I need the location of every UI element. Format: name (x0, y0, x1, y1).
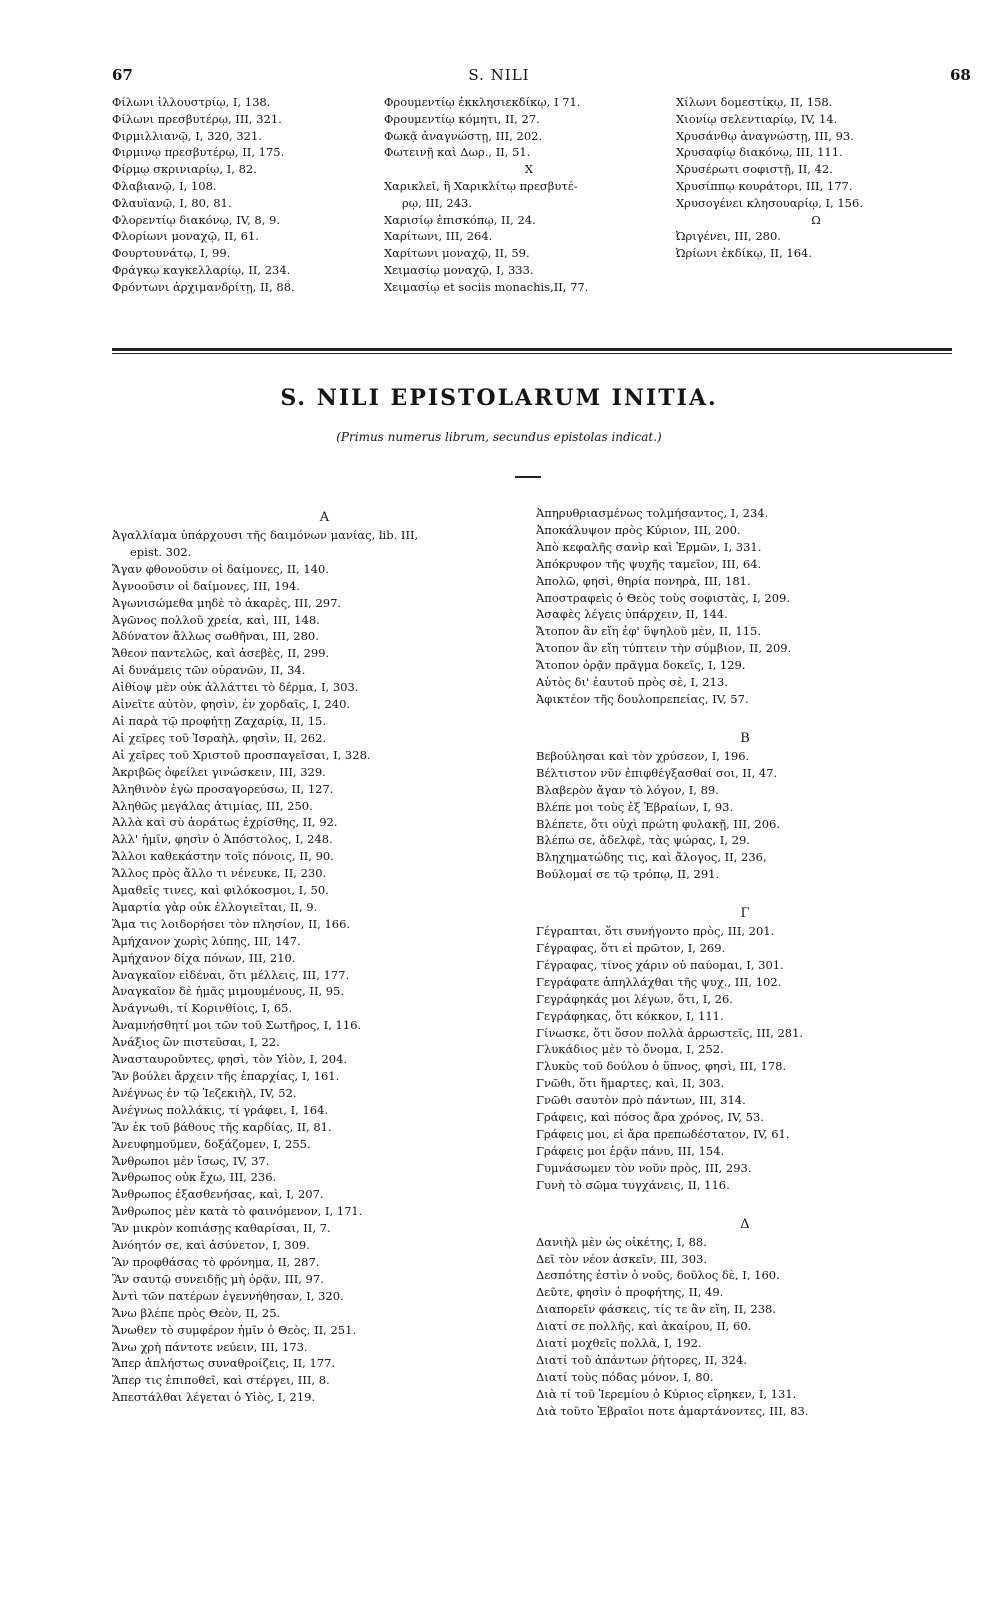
spacer (536, 708, 954, 726)
initia-entry: Ἀνέγνως πολλάκις, τί γράφει, Ι, 164. (112, 1102, 329, 1117)
initia-entry: Ἀγαλλίαμα ὑπάρχουσι τῆς δαιμόνων μανίας, lib. ΙΙΙ, (112, 528, 419, 542)
index-entry: Φρόντωνι ἀρχιμανδρίτῃ, ΙΙ, 88. (112, 279, 295, 294)
initia-entry: Ἄτοπον ὁρᾷν πρᾶγμα δοκεῖς, Ι, 129. (536, 658, 746, 673)
initia-entry: Βλέπετε, ὅτι οὐχὶ πρώτη φυλακῇ, ΙΙΙ, 206. (536, 816, 780, 831)
letter-heading-delta: Δ (740, 1216, 750, 1232)
initia-entry: Ἀδύνατον ἄλλως σωθῆναι, ΙΙΙ, 280. (112, 629, 319, 644)
initia-entry-continuation: epist. 302. (130, 544, 192, 559)
initia-entry: Αἱ παρὰ τῷ προφήτῃ Ζαχαρίᾳ, ΙΙ, 15. (112, 713, 326, 728)
initia-entry: Ἀνέγνως ἐν τῷ Ἰεζεκιὴλ, ΙV, 52. (112, 1085, 297, 1100)
index-entry: Χειμασίῳ et sociis monachis,ΙΙ, 77. (384, 279, 589, 294)
initia-entry: Γνῶθι σαυτὸν πρὸ πάντων, ΙΙΙ, 314. (536, 1093, 746, 1108)
initia-entry: Ἄνθρωπος ἐξασθενήσας, καὶ, Ι, 207. (112, 1187, 324, 1202)
initia-right-column (536, 505, 954, 1420)
initia-entry: Ἀπολῶ, φησὶ, θηρία πονηρὰ, ΙΙΙ, 181. (536, 573, 751, 588)
index-column-3 (676, 94, 956, 262)
initia-entry: Ἀνασταυροῦντες, φησὶ, τὸν Υἱὸν, Ι, 204. (112, 1052, 348, 1067)
index-entry: Φίλωνι ἰλλουστρίῳ, Ι, 138. (112, 95, 271, 109)
index-entry: Χιονίῳ σελεντιαρίῳ, ΙV, 14. (676, 111, 838, 126)
initia-entry: Γέγραφας, τίνος χάριν οὐ παύομαι, Ι, 301. (536, 957, 784, 972)
initia-entry: Ἀληθῶς μεγάλας ἀτιμίας, ΙΙΙ, 250. (112, 798, 313, 813)
initia-entry: Γλυκὺς τοῦ δούλου ὁ ὕπνος, φησὶ, ΙΙΙ, 178. (536, 1059, 787, 1074)
initia-entry: Αἱ χεῖρες τοῦ Χριστοῦ προσπαγεῖσαι, Ι, 328. (112, 747, 371, 762)
initia-entry: Ἀντὶ τῶν πατέρων ἐγεννήθησαν, Ι, 320. (112, 1288, 344, 1303)
index-entry: Φιρμινῳ πρεσβυτέρῳ, ΙΙ, 175. (112, 145, 285, 160)
initia-entry: Ἄνω χρὴ πάντοτε νεύειν, ΙΙΙ, 173. (112, 1339, 308, 1354)
initia-entry: Γνῶθι, ὅτι ἥμαρτες, καὶ, ΙΙ, 303. (536, 1076, 725, 1091)
initia-entry: Γέγραπται, ὅτι συνήγοντο πρὸς, ΙΙΙ, 201. (536, 924, 775, 939)
initia-entry: Ἀναγκαῖον εἰδέναι, ὅτι μέλλεις, ΙΙΙ, 177. (112, 967, 350, 982)
running-title: S. NILI (468, 66, 530, 84)
index-entry: Χίλωνι δομεστίκῳ, ΙΙ, 158. (676, 95, 833, 109)
index-entry-continuation: ρῳ, ΙΙΙ, 243. (402, 195, 472, 210)
initia-entry: Ἀγνοοῦσιν οἱ δαίμονες, ΙΙΙ, 194. (112, 578, 300, 593)
initia-entry: Ἀπὸ κεφαλῆς σανὶρ καὶ Ἑρμῶν, Ι, 331. (536, 539, 762, 554)
index-entry: Φωκᾷ ἀναγνώστῃ, ΙΙΙ, 202. (384, 128, 543, 143)
initia-entry: Ἀναμνήσθητί μοι τῶν τοῦ Σωτῆρος, Ι, 116. (112, 1018, 362, 1033)
initia-entry: Γέγραφας, ὅτι εἰ πρῶτον, Ι, 269. (536, 941, 726, 956)
initia-entry: Γράφεις μοι, εἰ ἄρα πρεπωδέστατον, ΙV, 61. (536, 1127, 790, 1141)
initia-entry: Ἀπηρυθριασμένως τολμήσαντος, Ι, 234. (536, 506, 769, 520)
initia-entry: Ἀνάξιος ὢν πιστεῦσαι, Ι, 22. (112, 1035, 280, 1050)
initia-entry: Αἰθίοψ μὲν οὐκ ἀλλάττει τὸ δέρμα, Ι, 303. (112, 680, 359, 695)
initia-left-column (112, 505, 537, 1406)
initia-entry: Ἂν προφθάσας τὸ φρόνημα, ΙΙ, 287. (112, 1254, 320, 1269)
index-entry: Χρυσίππῳ κουράτορι, ΙΙΙ, 177. (676, 178, 853, 193)
initia-entry: Διαπορεῖν φάσκεις, τίς τε ἂν εἴη, ΙΙ, 238. (536, 1302, 777, 1317)
initia-entry: Ἀποστραφεὶς ὁ Θεὸς τοὺς σοφιστὰς, Ι, 209. (536, 590, 791, 605)
initia-entry: Βέλτιστον νῦν ἐπιφθέγξασθαί σοι, ΙΙ, 47. (536, 765, 778, 780)
initia-entry: Ἄνθρωπος μὲν κατὰ τὸ φαινόμενον, Ι, 171. (112, 1204, 363, 1219)
initia-entry: Ἀκριβῶς ὀφείλει γινώσκειν, ΙΙΙ, 329. (112, 764, 326, 779)
index-entry: Χρυσογένει κλησουαρίῳ, Ι, 156. (676, 195, 863, 210)
index-entry: Ὠρίωνι ἐκδίκῳ, ΙΙ, 164. (676, 246, 813, 261)
initia-entry: Ἄνθρωπος οὐκ ἔχω, ΙΙΙ, 236. (112, 1170, 277, 1185)
initia-entry: Ἁμαρτία γὰρ οὐκ ἐλλογιεῖται, ΙΙ, 9. (112, 899, 318, 914)
ornamental-dash (515, 476, 541, 478)
initia-entry: Ἀλλ' ἡμῖν, φησὶν ὁ Ἀπόστολος, Ι, 248. (112, 832, 333, 847)
initia-entry: Ἀσαφὲς λέγεις ὑπάρχειν, ΙΙ, 144. (536, 607, 728, 622)
index-entry: Χαρίτωνι μοναχῷ, ΙΙ, 59. (384, 246, 530, 261)
initia-entry: Ἀνευφημοῦμεν, δοξάζομεν, Ι, 255. (112, 1136, 311, 1151)
index-entry: Φίλωνι πρεσβυτέρῳ, ΙΙΙ, 321. (112, 111, 282, 126)
initia-entry: Ἀγῶνος πολλοῦ χρεία, καὶ, ΙΙΙ, 148. (112, 612, 320, 627)
initia-entry: Βλέπω σε, ἀδελφὲ, τὰς ψώρας, Ι, 29. (536, 833, 750, 848)
initia-entry: Αἰνεῖτε αὐτὸν, φησὶν, ἐν χορδαῖς, Ι, 240. (112, 697, 351, 712)
initia-entry: Διὰ τί τοῦ Ἱερεμίου ὁ Κύριος εἴρηκεν, Ι, 131. (536, 1386, 797, 1401)
initia-entry: Δεῦτε, φησὶν ὁ προφήτης, ΙΙ, 49. (536, 1285, 724, 1300)
index-entry: Φιρμιλλιανῷ, Ι, 320, 321. (112, 128, 262, 143)
initia-entry: Γεγράφηκας, ὅτι κόκκον, Ι, 111. (536, 1008, 724, 1023)
index-entry: Φλαβιανῷ, Ι, 108. (112, 178, 217, 193)
index-column-1 (112, 94, 382, 296)
initia-entry: Διατί μοχθεῖς πολλὰ, Ι, 192. (536, 1336, 702, 1351)
initia-entry: Βεβούλησαι καὶ τὸν χρύσεον, Ι, 196. (536, 748, 750, 763)
initia-entry: Ἀπεστάλθαι λέγεται ὁ Υἱὸς, Ι, 219. (112, 1390, 316, 1405)
initia-entry: Δεῖ τὸν νέον ἀσκεῖν, ΙΙΙ, 303. (536, 1251, 707, 1266)
letter-heading-beta: B (740, 730, 750, 746)
section-subtitle: (Primus numerus librum, secundus epistolas indicat.) (336, 430, 662, 444)
index-entry: Φρουμεντίῳ ἐκκλησιεκδίκῳ, Ι 71. (384, 95, 581, 109)
initia-entry: Διατί τοὺς πόδας μόνον, Ι, 80. (536, 1369, 714, 1384)
initia-entry: Ἀλλὰ καὶ σὺ ἀοράτως ἐχρίσθης, ΙΙ, 92. (112, 815, 338, 830)
initia-entry: Γυμνάσωμεν τὸν νοῦν πρὸς, ΙΙΙ, 293. (536, 1160, 752, 1175)
initia-entry: Ἀφικτέον τῆς δουλοπρεπείας, ΙV, 57. (536, 691, 749, 706)
initia-entry: Γυνὴ τὸ σῶμα τυγχάνεις, ΙΙ, 116. (536, 1177, 730, 1192)
initia-entry: Ἀνάγνωθι, τί Κορινθίοις, Ι, 65. (112, 1001, 293, 1016)
initia-entry: Γεγράφηκάς μοι λέγων, ὅτι, Ι, 26. (536, 991, 733, 1006)
initia-entry: Βούλομαί σε τῷ τρόπῳ, ΙΙ, 291. (536, 867, 720, 882)
initia-entry: Βλέπε μοι τοὺς ἐξ Ἑβραίων, Ι, 93. (536, 799, 734, 814)
initia-entry: Ἀνόητόν σε, καὶ ἀσύνετον, Ι, 309. (112, 1238, 310, 1253)
index-entry: Χρυσαφίῳ διακόνῳ, ΙΙΙ, 111. (676, 145, 843, 160)
index-entry: Φρουμεντίῳ κόμητι, ΙΙ, 27. (384, 111, 540, 126)
initia-entry: Ἄλλοι καθεκάστην τοῖς πόνοις, ΙΙ, 90. (112, 849, 334, 864)
initia-entry: Αἱ δυνάμεις τῶν οὐρανῶν, ΙΙ, 34. (112, 663, 306, 678)
index-entry: Ὠριγένει, ΙΙΙ, 280. (676, 229, 781, 244)
page-number-right: 68 (950, 66, 971, 84)
initia-entry: Ἅπερ τις ἐπιποθεῖ, καὶ στέργει, ΙΙΙ, 8. (112, 1373, 330, 1388)
initia-entry: Ἀποκάλυψον πρὸς Κύριον, ΙΙΙ, 200. (536, 522, 741, 537)
index-entry: Χαρίτωνι, ΙΙΙ, 264. (384, 229, 493, 244)
initia-entry: Ἄνθρωποι μὲν ἴσως, ΙV, 37. (112, 1153, 270, 1168)
section-rule-thick (112, 348, 952, 351)
initia-entry: Αἱ χεῖρες τοῦ Ἰσραὴλ, φησὶν, ΙΙ, 262. (112, 730, 327, 745)
initia-entry: Ἄτοπον ἂν εἴη τύπτειν τὴν σύμβιον, ΙΙ, 209. (536, 641, 792, 656)
index-entry: Χαρικλεῖ, ἢ Χαρικλίτῳ πρεσβυτέ- (384, 178, 578, 193)
initia-entry: Ἀληθινὸν ἐγὼ προσαγορεύσω, ΙΙ, 127. (112, 781, 334, 796)
initia-entry: Δανιὴλ μὲν ὡς οἰκέτης, Ι, 88. (536, 1234, 707, 1249)
initia-entry: Ἂν βούλει ἄρχειν τῆς ἐπαρχίας, Ι, 161. (112, 1069, 340, 1083)
initia-entry: Γλυκάδιος μὲν τὸ ὄνομα, Ι, 252. (536, 1042, 724, 1057)
initia-entry: Ἄνωθεν τὸ συμφέρον ἡμῖν ὁ Θεὸς, ΙΙ, 251. (112, 1322, 357, 1337)
initia-entry: Γράφεις μοι ἐρᾷν πάνυ, ΙΙΙ, 154. (536, 1143, 725, 1158)
initia-entry: Ἂν ἐκ τοῦ βάθους τῆς καρδίας, ΙΙ, 81. (112, 1119, 332, 1134)
initia-entry: Ἄλλος πρὸς ἄλλο τι νένευκε, ΙΙ, 230. (112, 866, 327, 881)
initia-entry: Ἀμαθεῖς τινες, καὶ φιλόκοσμοι, Ι, 50. (112, 883, 329, 898)
initia-entry: Διὰ τοῦτο Ἑβραῖοι ποτε ἁμαρτάνοντες, ΙΙΙ, 83. (536, 1403, 809, 1418)
index-entry: Φίρμῳ σκρινιαρίῳ, Ι, 82. (112, 162, 257, 177)
index-entry: Φράγκῳ καγκελλαρίῳ, ΙΙ, 234. (112, 262, 291, 277)
index-entry: Χρυσάνθῳ ἀναγνώστῃ, ΙΙΙ, 93. (676, 128, 854, 143)
initia-entry: Ἄτοπον ἂν εἴη ἐφ' ὕψηλοῦ μὲν, ΙΙ, 115. (536, 624, 762, 639)
section-rule-thin (112, 353, 952, 354)
initia-entry: Γεγράφατε ἀπηλλάχθαι τῆς ψυχ., ΙΙΙ, 102. (536, 974, 782, 989)
initia-entry: Διατί τοῦ ἀπάντων ῥήτορες, ΙΙ, 324. (536, 1352, 747, 1367)
initia-entry: Αὐτὸς δι' ἑαυτοῦ πρὸς σὲ, Ι, 213. (536, 675, 728, 690)
initia-entry: Ἀγωνισώμεθα μηδὲ τὸ ἀκαρὲς, ΙΙΙ, 297. (112, 595, 342, 610)
index-entry: Φωτεινῇ καὶ Δωρ., ΙΙ, 51. (384, 145, 531, 160)
index-letter-heading: Ω (811, 212, 821, 227)
initia-entry: Βληχηματώδης τις, καὶ ἄλογος, ΙΙ, 236, (536, 850, 767, 865)
index-letter-heading: X (524, 162, 534, 177)
initia-entry: Ἂν μικρὸν κοπιάσῃς καθαρίσαι, ΙΙ, 7. (112, 1221, 331, 1236)
initia-entry: Ἀπόκρυφον τῆς ψυχῆς ταμεῖον, ΙΙΙ, 64. (536, 556, 762, 571)
index-entry: Φουρτουνάτῳ, Ι, 99. (112, 246, 231, 261)
initia-entry: Ἀμήχανον δίχα πόνων, ΙΙΙ, 210. (112, 950, 296, 965)
initia-entry: Γράφεις, καὶ πόσος ἄρα χρόνος, ΙV, 53. (536, 1110, 764, 1125)
initia-entry: Γίνωσκε, ὅτι ὅσον πολλὰ ἀρρωστεῖς, ΙΙΙ, 281. (536, 1025, 804, 1040)
index-entry: Φλορεντίῳ διακόνῳ, ΙV, 8, 9. (112, 212, 280, 227)
spacer (536, 1194, 954, 1212)
index-entry: Χαρισίῳ ἐπισκόπῳ, ΙΙ, 24. (384, 212, 536, 227)
initia-entry: Ἅπερ ἀπλήστως συναθροίζεις, ΙΙ, 177. (112, 1356, 336, 1371)
initia-entry: Ἅμα τις λοιδορήσει τὸν πλησίον, ΙΙ, 166. (112, 916, 351, 931)
index-column-2 (384, 94, 674, 296)
initia-entry: Ἄνω βλέπε πρὸς Θεὸν, ΙΙ, 25. (112, 1305, 281, 1320)
spacer (536, 883, 954, 901)
initia-entry: Ἂν σαυτῷ συνειδῇς μὴ ὁρᾷν, ΙΙΙ, 97. (112, 1271, 324, 1286)
initia-entry: Δεσπότης ἐστὶν ὁ νοῦς, δοῦλος δὲ, Ι, 160. (536, 1268, 780, 1283)
initia-entry: Ἀμήχανον χωρὶς λύπης, ΙΙΙ, 147. (112, 933, 301, 948)
initia-entry: Διατί σε πολλῆς, καὶ ἀκαίρου, ΙΙ, 60. (536, 1319, 752, 1334)
initia-entry: Ἄθεον παντελῶς, καὶ ἀσεβὲς, ΙΙ, 299. (112, 646, 330, 661)
index-entry: Φλορίωνι μοναχῷ, ΙΙ, 61. (112, 229, 259, 244)
index-entry: Χειμασίῳ μοναχῷ, Ι, 333. (384, 262, 534, 277)
letter-heading-alpha: A (319, 510, 330, 525)
section-title: S. NILI EPISTOLARUM INITIA. (280, 385, 718, 411)
page-number-left: 67 (112, 66, 133, 84)
index-entry: Χρυσέρωτι σοφιστῇ, ΙΙ, 42. (676, 162, 833, 177)
letter-heading-gamma: Γ (740, 906, 750, 922)
initia-entry: Βλαβερὸν ἄγαν τὸ λόγον, Ι, 89. (536, 782, 719, 797)
initia-entry: Ἀναγκαῖον δὲ ἡμᾶς μιμουμένους, ΙΙ, 95. (112, 984, 345, 999)
index-entry: Φλαυϊανῷ, Ι, 80, 81. (112, 195, 232, 210)
initia-entry: Ἄγαν φθονοῦσιν οἱ δαίμονες, ΙΙ, 140. (112, 561, 329, 576)
